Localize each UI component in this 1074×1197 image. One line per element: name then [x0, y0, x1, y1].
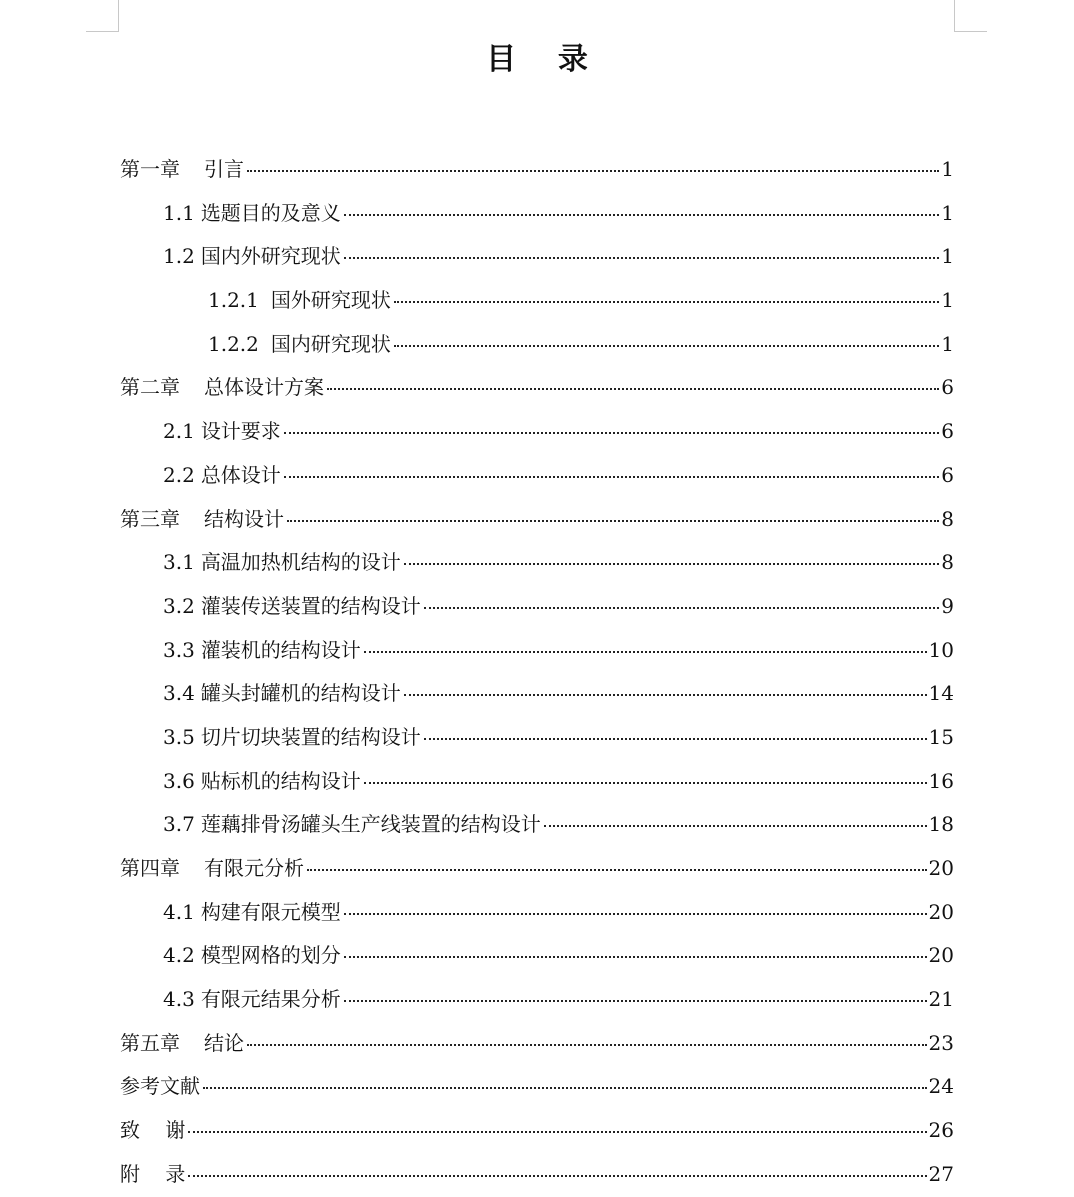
toc-entry-chapter-2[interactable] [120, 366, 954, 410]
toc-entry-2-2[interactable] [120, 454, 954, 498]
toc-entry-number: 第二章 [120, 375, 180, 400]
toc-entry-title: 致 谢 [120, 1118, 186, 1143]
toc-entry-number: 4.1 [163, 899, 195, 924]
dot-leader [404, 694, 927, 696]
toc-entry-number: 3.1 [163, 550, 195, 575]
toc-entry-references[interactable] [120, 1065, 954, 1109]
dot-leader [364, 651, 927, 653]
dot-leader [394, 345, 939, 347]
toc-entry-number: 1.1 [163, 200, 195, 225]
toc-entry-page: 10 [928, 637, 954, 662]
toc-entry-title: 高温加热机结构的设计 [200, 550, 401, 575]
toc-entry-acknowledgements[interactable] [120, 1109, 954, 1153]
toc-entry-title: 罐头封罐机的结构设计 [200, 681, 401, 706]
dot-leader [284, 476, 939, 478]
toc-entry-4-1[interactable] [120, 891, 954, 935]
toc-entry-3-3[interactable] [120, 629, 954, 673]
toc-entry-title: 设计要求 [200, 419, 281, 444]
toc-entry-number: 3.5 [163, 724, 195, 749]
toc-entry-title: 有限元结果分析 [200, 987, 341, 1012]
dot-leader [188, 1131, 926, 1133]
toc-entry-1-2-2[interactable] [120, 323, 954, 367]
toc-entry-title: 国内研究现状 [270, 331, 391, 356]
toc-entry-title: 莲藕排骨汤罐头生产线装置的结构设计 [200, 812, 541, 837]
toc-entry-title: 灌装机的结构设计 [200, 637, 361, 662]
toc-entry-3-5[interactable] [120, 716, 954, 760]
toc-entry-4-3[interactable] [120, 978, 954, 1022]
toc-entry-number: 第四章 [120, 856, 180, 880]
toc-entry-title: 有限元分析 [204, 856, 304, 880]
dot-leader [424, 738, 927, 740]
toc-entry-page: 20 [928, 856, 954, 880]
toc-entry-page: 8 [941, 550, 954, 575]
toc-entry-3-2[interactable] [120, 585, 954, 629]
toc-entry-title: 切片切块装置的结构设计 [200, 724, 421, 749]
dot-leader [424, 607, 939, 609]
toc-entry-1-2-1[interactable] [120, 279, 954, 323]
toc-entry-chapter-4[interactable] [120, 847, 954, 891]
toc-entry-number: 1.2.1 [208, 288, 259, 313]
toc-entry-page: 15 [928, 724, 954, 749]
toc-entry-page: 26 [928, 1118, 954, 1143]
dot-leader [188, 1175, 926, 1177]
dot-leader [394, 301, 939, 303]
toc-entry-number: 1.2.2 [208, 331, 259, 356]
toc-entry-title: 模型网格的划分 [200, 943, 341, 968]
toc-entry-page: 18 [928, 812, 954, 837]
toc-entry-title: 国内外研究现状 [200, 244, 341, 269]
toc-entry-page: 14 [928, 681, 954, 706]
toc-entry-number: 3.2 [163, 593, 195, 618]
dot-leader [364, 782, 927, 784]
toc-entry-page: 6 [941, 419, 954, 444]
toc-entry-chapter-3[interactable] [120, 498, 954, 542]
dot-leader [344, 214, 939, 216]
dot-leader [203, 1087, 927, 1089]
toc-entry-title: 选题目的及意义 [200, 200, 341, 225]
dot-leader [344, 913, 927, 915]
toc-entry-page: 27 [928, 1161, 954, 1186]
crop-mark-top-left-vertical [118, 0, 119, 32]
toc-entry-number: 3.3 [163, 637, 195, 662]
toc-entry-page: 8 [941, 506, 954, 531]
toc-entry-page: 6 [941, 462, 954, 487]
toc-entry-number: 4.3 [163, 987, 195, 1012]
dot-leader [344, 257, 939, 259]
toc-entry-page: 9 [941, 593, 954, 618]
dot-leader [284, 432, 939, 434]
toc-entry-number: 第五章 [120, 1030, 180, 1055]
toc-entry-number: 3.7 [163, 812, 195, 837]
toc-entry-title: 总体设计 [200, 462, 281, 487]
toc-entry-title: 参考文献 [120, 1074, 200, 1099]
toc-entry-page: 1 [941, 157, 954, 181]
table-of-contents [120, 148, 954, 1197]
toc-entry-page: 6 [941, 375, 954, 400]
dot-leader [247, 170, 939, 172]
toc-entry-title: 构建有限元模型 [200, 899, 341, 924]
crop-mark-top-right-horizontal [954, 31, 987, 32]
toc-entry-4-2[interactable] [120, 934, 954, 978]
toc-entry-number: 2.2 [163, 462, 195, 487]
toc-entry-title: 国外研究现状 [270, 288, 391, 313]
toc-entry-page: 20 [928, 943, 954, 968]
toc-entry-number: 3.6 [163, 768, 195, 793]
toc-entry-page: 23 [928, 1030, 954, 1055]
toc-entry-3-4[interactable] [120, 672, 954, 716]
toc-entry-chapter-5[interactable] [120, 1022, 954, 1066]
toc-entry-chapter-1[interactable] [120, 148, 954, 192]
toc-entry-title: 结构设计 [204, 506, 284, 531]
dot-leader [344, 1000, 927, 1002]
crop-mark-top-left-horizontal [86, 31, 119, 32]
toc-entry-number: 第三章 [120, 506, 180, 531]
toc-entry-page: 21 [928, 987, 954, 1012]
page-title: 目 录 [486, 42, 588, 77]
toc-entry-page: 1 [941, 331, 954, 356]
crop-mark-top-right-vertical [954, 0, 955, 32]
toc-entry-title: 结论 [204, 1030, 244, 1055]
toc-entry-2-1[interactable] [120, 410, 954, 454]
toc-entry-title: 灌装传送装置的结构设计 [200, 593, 421, 618]
toc-entry-title: 附 录 [120, 1161, 186, 1186]
toc-entry-1-2[interactable] [120, 235, 954, 279]
toc-entry-1-1[interactable] [120, 192, 954, 236]
toc-entry-number: 4.2 [163, 943, 195, 968]
toc-entry-title: 贴标机的结构设计 [200, 768, 361, 793]
dot-leader [307, 869, 927, 871]
toc-entry-number: 3.4 [163, 681, 195, 706]
dot-leader [327, 388, 939, 390]
dot-leader [544, 825, 927, 827]
toc-entry-number: 第一章 [120, 157, 180, 181]
dot-leader [287, 520, 939, 522]
toc-entry-page: 16 [928, 768, 954, 793]
toc-entry-number: 1.2 [163, 244, 195, 269]
toc-entry-page: 24 [928, 1074, 954, 1099]
dot-leader [404, 563, 939, 565]
toc-entry-page: 1 [941, 200, 954, 225]
toc-entry-3-6[interactable] [120, 760, 954, 804]
toc-entry-page: 1 [941, 288, 954, 313]
toc-entry-page: 20 [928, 899, 954, 924]
toc-entry-number: 2.1 [163, 419, 195, 444]
dot-leader [247, 1044, 927, 1046]
toc-entry-3-7[interactable] [120, 803, 954, 847]
dot-leader [344, 956, 927, 958]
toc-entry-3-1[interactable] [120, 541, 954, 585]
toc-entry-page: 1 [941, 244, 954, 269]
toc-entry-title: 总体设计方案 [204, 375, 324, 400]
toc-entry-title: 引言 [204, 157, 244, 181]
